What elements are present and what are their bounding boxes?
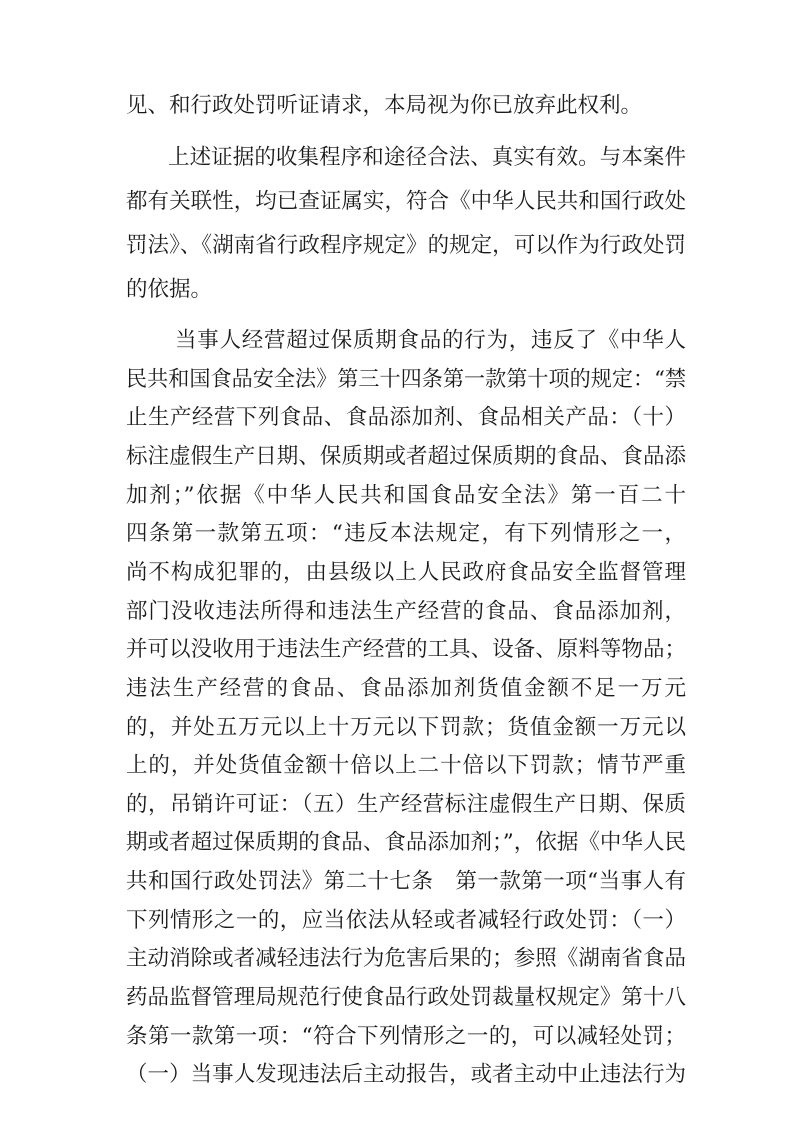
text-line: 的，吊销许可证：（五）生产经营标注虚假生产日期、保质 (126, 792, 686, 817)
text-line: 标注虚假生产日期、保质期或者超过保质期的食品、食品添 (126, 444, 686, 469)
text-line: 违法生产经营的食品、食品添加剂货值金额不足一万元 (126, 676, 686, 701)
text-line: 罚法》、《湖南省行政程序规定》的规定，可以作为行政处罚 (126, 233, 686, 258)
text-line: 止生产经营下列食品、食品添加剂、食品相关产品：（十） (126, 405, 686, 430)
text-line: 下列情形之一的，应当依法从轻或者减轻行政处罚：（一） (126, 908, 686, 933)
text-line: 并可以没收用于违法生产经营的工具、设备、原料等物品； (126, 637, 686, 662)
text-line: 四条第一款第五项：“违反本法规定，有下列情形之一， (126, 521, 686, 546)
text-line: 的依据。 (126, 277, 213, 302)
text-line: 条第一款第一项：“符合下列情形之一的，可以减轻处罚； (126, 1024, 686, 1049)
text-line: 都有关联性，均已查证属实，符合《中华人民共和国行政处 (126, 189, 686, 214)
text-line: 的，并处五万元以上十万元以下罚款；货值金额一万元以 (126, 715, 686, 740)
text-line: 主动消除或者减轻违法行为危害后果的；参照《湖南省食品 (126, 946, 686, 971)
text-line: 上的，并处货值金额十倍以上二十倍以下罚款；情节严重 (126, 753, 686, 778)
paragraph-first-line: 上述证据的收集程序和途径合法、真实有效。与本案件 (168, 145, 686, 170)
text-line: 民共和国食品安全法》第三十四条第一款第十项的规定：“禁 (126, 367, 686, 392)
text-line: 药品监督管理局规范行使食品行政处罚裁量权规定》第十八 (126, 985, 686, 1010)
text-line: 部门没收违法所得和违法生产经营的食品、食品添加剂， (126, 599, 686, 624)
text-line: 尚不构成犯罪的，由县级以上人民政府食品安全监督管理 (126, 560, 686, 585)
paragraph-first-line: 当事人经营超过保质期食品的行为，违反了《中华人 (175, 328, 686, 353)
text-line: 见、和行政处罚听证请求，本局视为你已放弃此权利。 (126, 93, 643, 118)
text-line: （一）当事人发现违法后主动报告，或者主动中止违法行为 (126, 1062, 686, 1087)
text-line: 加剂；”依据《中华人民共和国食品安全法》第一百二十 (126, 483, 686, 508)
text-line: 共和国行政处罚法》第二十七条 第一款第一项“当事人有 (126, 869, 686, 894)
text-line: 期或者超过保质期的食品、食品添加剂；”，依据《中华人民 (126, 830, 686, 855)
